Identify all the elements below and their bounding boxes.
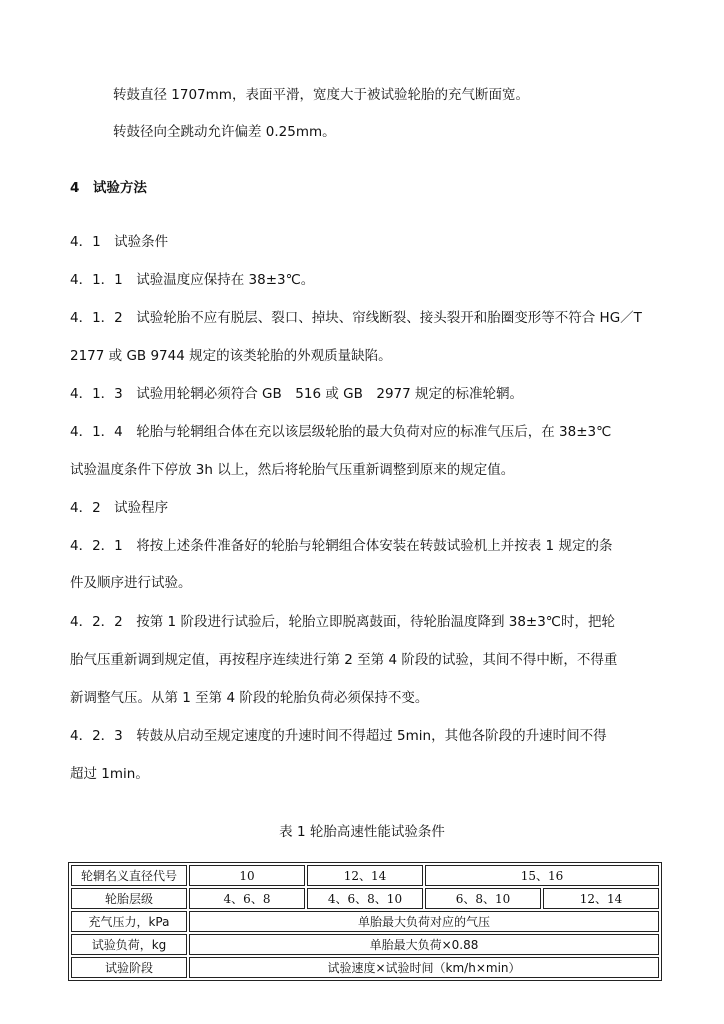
clause-4-2-1-line2: 件及顺序进行试验。 (70, 575, 192, 591)
subsection-heading-test-conditions: 4．1 试验条件 (70, 234, 169, 250)
table-cell: 4、6、8、10 (307, 888, 423, 909)
clause-4-1-4-line1: 4．1．4 轮胎与轮辋组合体在充以该层级轮胎的最大负荷对应的标准气压后，在 38±3℃ (70, 424, 612, 440)
clause-4-2-2-line3: 新调整气压。从第 1 至第 4 阶段的轮胎负荷必须保持不变。 (70, 690, 429, 706)
table-caption: 表 1 轮胎高速性能试验条件 (279, 824, 445, 840)
table-cell: 单胎最大负荷×0.88 (189, 934, 659, 955)
section-heading-test-method: 4 试验方法 (70, 180, 147, 196)
table-cell: 12、14 (543, 888, 659, 909)
subsection-heading-test-procedure: 4．2 试验程序 (70, 500, 169, 516)
table-cell: 15、16 (425, 865, 659, 886)
table-cell: 6、8、10 (425, 888, 541, 909)
row-label-test-stage: 试验阶段 (71, 957, 187, 978)
table-row (71, 934, 659, 955)
paragraph-drum-diameter: 转鼓直径 1707mm，表面平滑，宽度大于被试验轮胎的充气断面宽。 (113, 87, 529, 103)
table-cell: 4、6、8 (189, 888, 305, 909)
table-cell: 10 (189, 865, 305, 886)
clause-4-1-1: 4．1．1 试验温度应保持在 38±3℃。 (70, 272, 315, 288)
clause-4-1-4-line2: 试验温度条件下停放 3h 以上，然后将轮胎气压重新调整到原来的规定值。 (70, 462, 515, 478)
table-cell: 单胎最大负荷对应的气压 (189, 911, 659, 932)
row-label-inflation-pressure: 充气压力，kPa (71, 911, 187, 932)
clause-4-2-3-line2: 超过 1min。 (70, 766, 149, 782)
table-row (71, 865, 659, 886)
clause-4-2-1-line1: 4．2．1 将按上述条件准备好的轮胎与轮辋组合体安装在转鼓试验机上并按表 1 规定的条 (70, 538, 613, 554)
row-label-test-load: 试验负荷，kg (71, 934, 187, 955)
row-label-rim-diameter: 轮辋名义直径代号 (71, 865, 187, 886)
clause-4-2-2-line2: 胎气压重新调到规定值，再按程序连续进行第 2 至第 4 阶段的试验，其间不得中断，不得重 (70, 652, 618, 668)
clause-4-1-3: 4．1．3 试验用轮辋必须符合 GB 516 或 GB 2977 规定的标准轮辋。 (70, 386, 524, 402)
row-label-ply-rating: 轮胎层级 (71, 888, 187, 909)
table-row (71, 957, 659, 978)
test-conditions-table (68, 862, 662, 981)
clause-4-2-2-line1: 4．2．2 按第 1 阶段进行试验后，轮胎立即脱离鼓面，待轮胎温度降到 38±3℃时，把轮 (70, 614, 615, 630)
clause-4-2-3-line1: 4．2．3 转鼓从启动至规定速度的升速时间不得超过 5min，其他各阶段的升速时间不得 (70, 728, 607, 744)
table-cell: 12、14 (307, 865, 423, 886)
clause-4-1-2-line2: 2177 或 GB 9744 规定的该类轮胎的外观质量缺陷。 (70, 348, 392, 364)
table-cell: 试验速度×试验时间（km/h×min） (189, 957, 659, 978)
clause-4-1-2-line1: 4．1．2 试验轮胎不应有脱层、裂口、掉块、帘线断裂、接头裂开和胎圈变形等不符合 HG／T (70, 310, 642, 326)
table-row (71, 911, 659, 932)
paragraph-drum-runout: 转鼓径向全跳动允许偏差 0.25mm。 (113, 124, 336, 140)
table-row (71, 888, 659, 909)
